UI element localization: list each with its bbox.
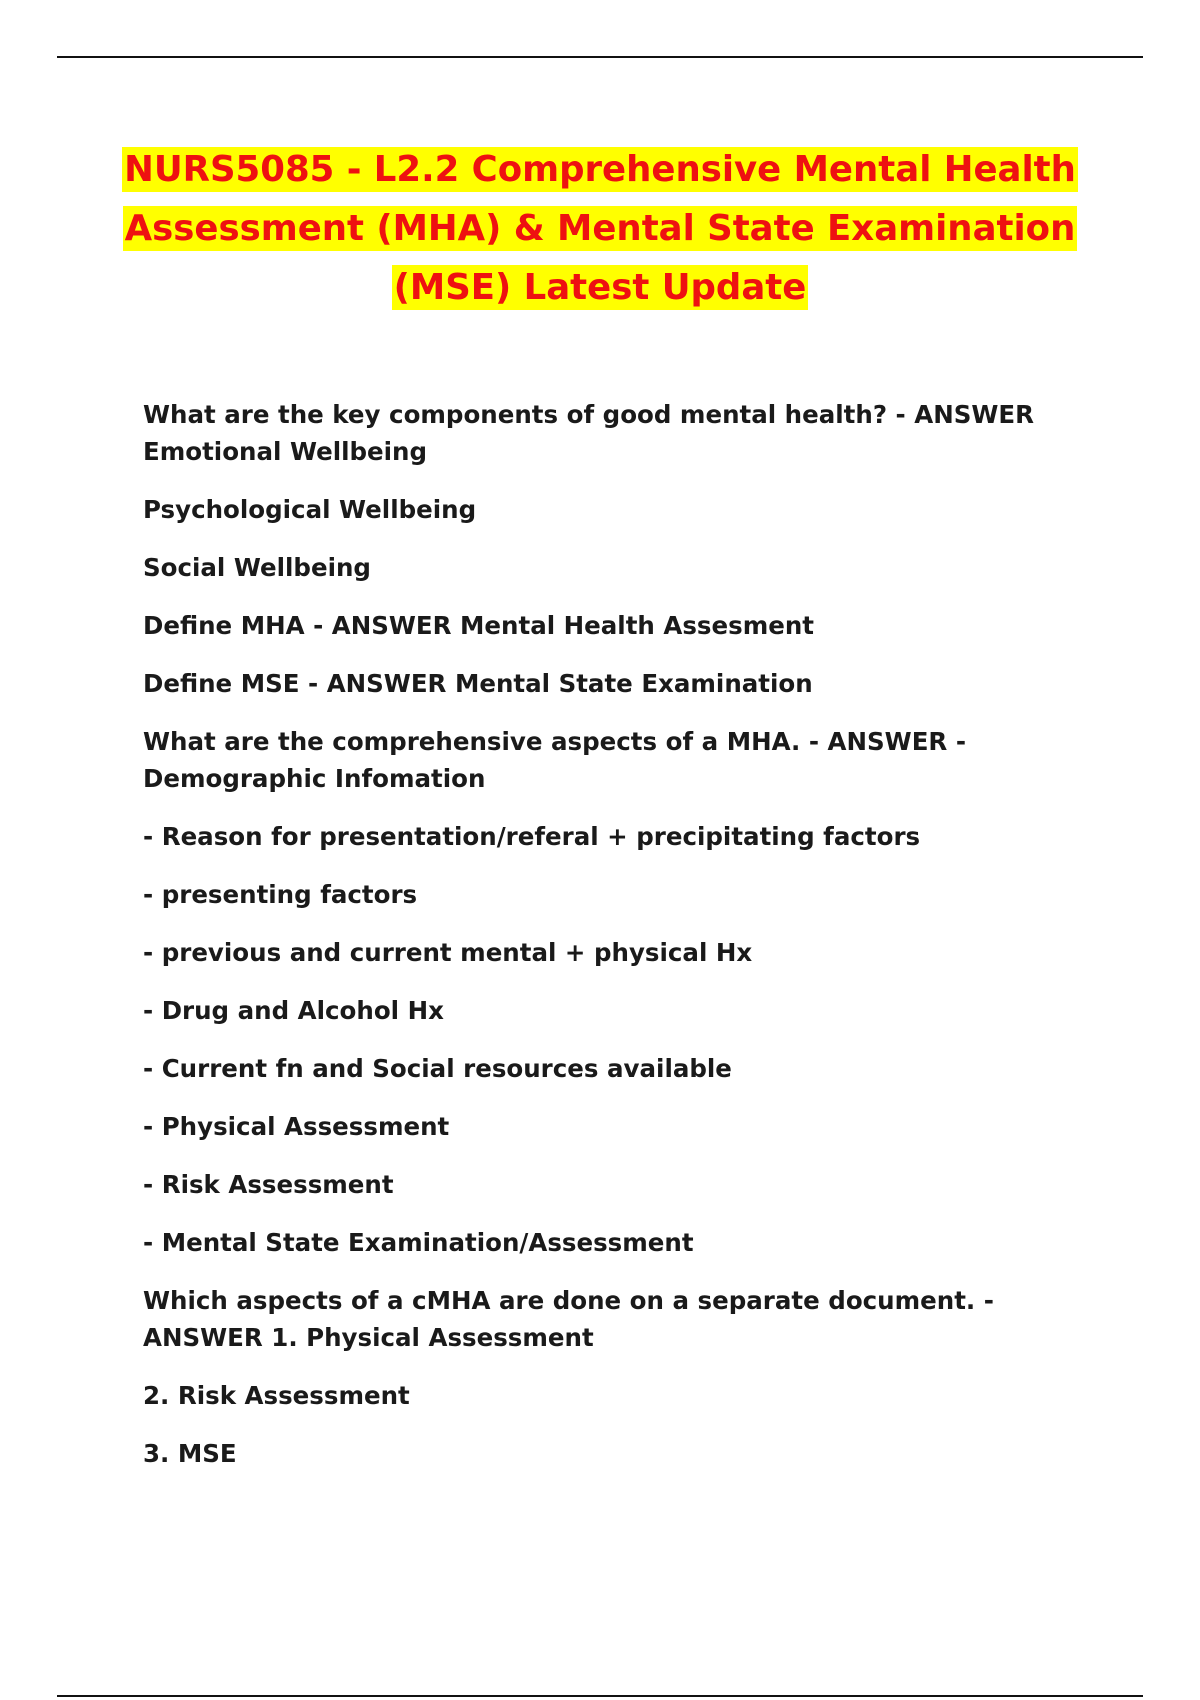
list-item: - Physical Assessment	[143, 1112, 450, 1141]
list-item: 2. Risk Assessment	[143, 1381, 410, 1410]
top-rule	[57, 56, 1143, 58]
document-title	[100, 140, 1100, 317]
title-line-2-text: Assessment (MHA) & Mental State Examination	[124, 208, 1076, 249]
question-define-mse: Define MSE - ANSWER Mental State Examination	[143, 669, 813, 698]
title-line-3-text: (MSE) Latest Update	[393, 267, 807, 308]
answer-line-social: Social Wellbeing	[143, 553, 371, 582]
list-item: - Current fn and Social resources available	[143, 1054, 732, 1083]
document-body	[143, 396, 1083, 1493]
title-line-1-text: NURS5085 - L2.2 Comprehensive Mental Health	[124, 149, 1076, 190]
question-mha-aspects: What are the comprehensive aspects of a MHA. - ANSWER - Demographic Infomation	[143, 727, 966, 793]
list-item: - Reason for presentation/referal + precipitating factors	[143, 822, 921, 851]
question-define-mha: Define MHA - ANSWER Mental Health Assesment	[143, 611, 815, 640]
answer-line-psychological: Psychological Wellbeing	[143, 495, 477, 524]
title-line-1	[100, 140, 1100, 199]
list-item: - Risk Assessment	[143, 1170, 394, 1199]
bottom-rule	[57, 1695, 1143, 1697]
list-item: - presenting factors	[143, 880, 418, 909]
list-item: - Drug and Alcohol Hx	[143, 996, 444, 1025]
list-item: - Mental State Examination/Assessment	[143, 1228, 694, 1257]
list-item: - previous and current mental + physical Hx	[143, 938, 753, 967]
question-separate-document: Which aspects of a cMHA are done on a separate document. - ANSWER 1. Physical Assessment	[143, 1286, 994, 1352]
question-key-components: What are the key components of good mental health? - ANSWER Emotional Wellbeing	[143, 400, 1034, 466]
title-line-2	[100, 199, 1100, 258]
title-line-3	[100, 258, 1100, 317]
list-item: 3. MSE	[143, 1439, 237, 1468]
